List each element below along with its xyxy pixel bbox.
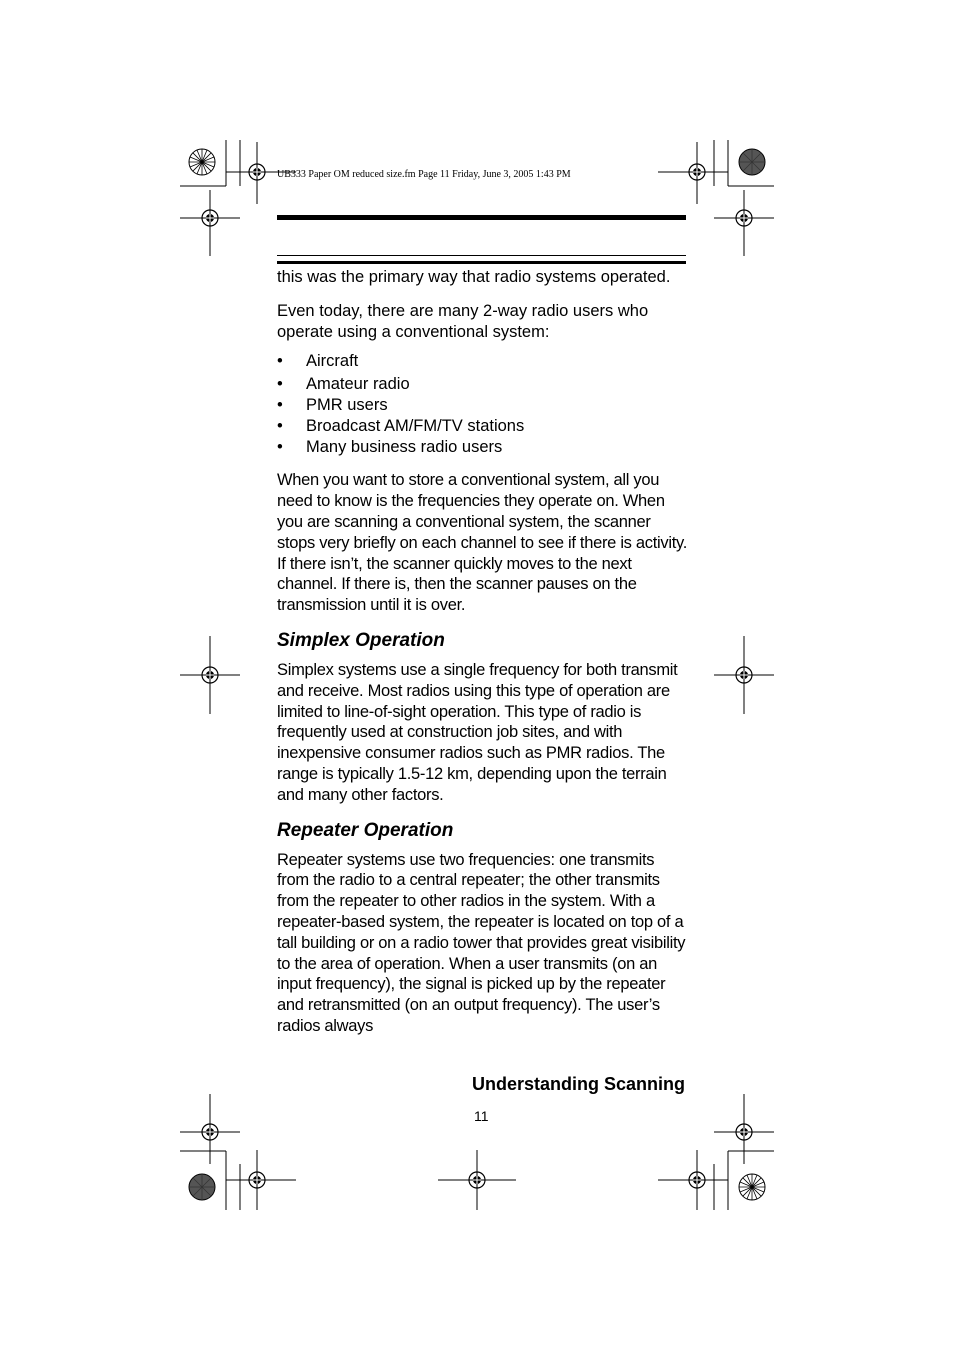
file-slug: UB333 Paper OM reduced size.fm Page 11 Friday, June 3, 2005 1:43 PM [277,169,571,180]
page-number: 11 [474,1108,489,1124]
paragraph-repeater: Repeater systems use two frequencies: one transmits from the radio to a central repeater; the other transmits from the repeater to other radios in the system. With a repeater-based system, the repeater is located on top of a tall building or on a radio tower that provides great visibility to the area of operation. When a user transmits (on an input frequency), the signal is picked up by the repeater and retransmitted (on an output frequency). The user’s radios always [277,850,686,1035]
header-rule-thick [277,215,686,220]
paragraph-conventional-scanning: When you want to store a conventional system, all you need to know is the frequencies they operate on. When you are scanning a conventional system, the scanner stops very briefly on each channel to see if there is activity. If there isn’t, the scanner quickly moves to the next channel. If there is, then the scanner pauses on the transmission until it is over. [277,471,688,615]
list-item: • PMR users [277,395,689,416]
list-item: • Broadcast AM/FM/TV stations [277,416,689,437]
page-body [277,267,689,1050]
heading-simplex: Simplex Operation [277,629,445,651]
section-title: Understanding Scanning [471,1074,685,1094]
paragraph-simplex: Simplex systems use a single frequency for both transmit and receive. Most radios using this type of operation are limited to line-of-sight operation. This type of radio is frequently used at construction job sites, and with inexpensive consumer radios such as PMR radios. The range is typically 1.5-12 km, depending upon the terrain and many other factors. [277,660,678,804]
list-item: • Aircraft [277,351,689,372]
paragraph-conventional-users: Even today, there are many 2-way radio users who operate using a conventional system: [277,301,649,341]
paragraph-continued: this was the primary way that radio systems operated. [277,268,671,286]
header-rule-thin [277,255,686,256]
list-item: • Many business radio users [277,437,689,458]
heading-repeater: Repeater Operation [277,819,454,841]
header-rule-bottom [277,261,686,264]
list-item: • Amateur radio [277,374,689,395]
user-type-list [277,351,689,457]
